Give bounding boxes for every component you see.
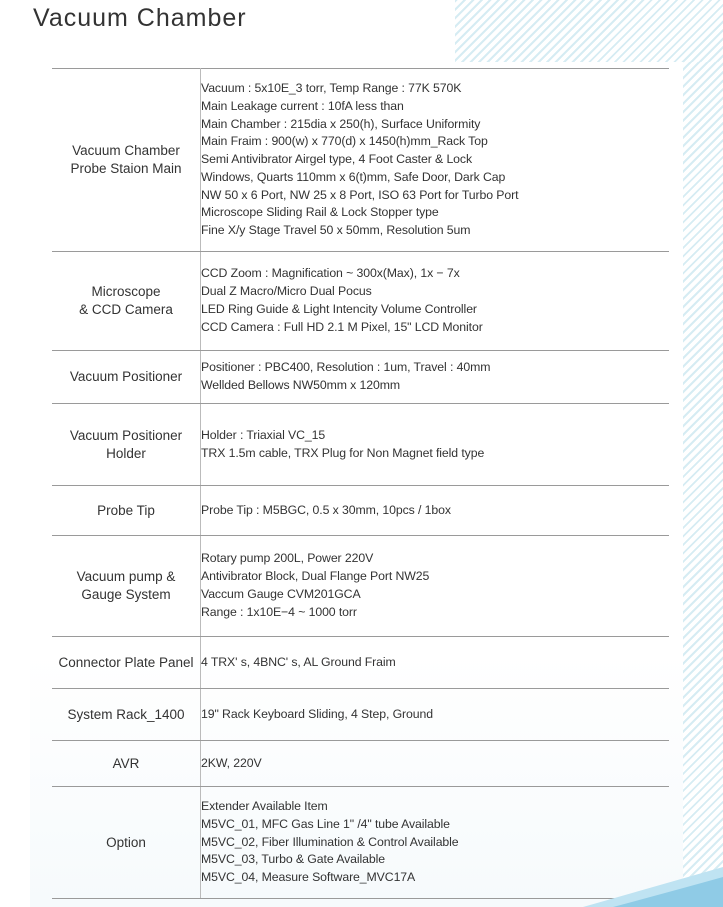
spec-description-line: CCD Camera : Full HD 2.1 M Pixel, 15" LCD Monitor <box>201 319 483 334</box>
spec-label-line: Vacuum Positioner <box>69 427 183 443</box>
spec-row <box>52 486 669 536</box>
spec-description-line: Vaccum Gauge CVM201GCA <box>201 587 361 601</box>
spec-label <box>52 404 201 486</box>
spec-label-line: Holder <box>106 445 146 461</box>
spec-description-line: Extender Available Item <box>201 799 328 813</box>
spec-row <box>52 252 669 351</box>
spec-label-line: Gauge System <box>81 587 171 602</box>
spec-description-line: M5VC_02, Fiber Illumination & Control Available <box>201 834 459 849</box>
spec-row <box>52 637 669 689</box>
spec-row <box>52 787 669 899</box>
spec-label-line: Vacuum Chamber <box>72 143 180 158</box>
spec-description-line: M5VC_01, MFC Gas Line 1" /4" tube Available <box>201 816 450 831</box>
spec-table <box>52 68 669 899</box>
spec-description-line: Main Leakage current : 10fA less than <box>201 98 404 113</box>
spec-description-line: 4 TRX' s, 4BNC' s, AL Ground Fraim <box>201 654 396 669</box>
spec-description-line: Main Chamber : 215dia x 250(h), Surface Uniformity <box>201 116 481 131</box>
spec-label <box>52 637 201 689</box>
spec-description <box>201 252 670 351</box>
spec-row <box>52 689 669 741</box>
spec-label-line: Probe Tip <box>97 502 155 518</box>
decorative-swoosh <box>583 867 723 907</box>
spec-row <box>52 69 669 252</box>
spec-description-line: Fine X/y Stage Travel 50 x 50mm, Resolution 5um <box>201 223 471 238</box>
page-title: Vacuum Chamber <box>33 4 247 32</box>
spec-label-line: Probe Staion Main <box>70 161 182 176</box>
spec-description-line: 19" Rack Keyboard Sliding, 4 Step, Ground <box>201 706 433 721</box>
spec-description <box>201 536 670 637</box>
spec-label <box>52 689 201 741</box>
spec-description-line: 2KW, 220V <box>201 755 262 770</box>
spec-row <box>52 351 669 404</box>
spec-description <box>201 486 670 536</box>
spec-description-line: Vacuum : 5x10E_3 torr, Temp Range : 77K 570K <box>201 80 462 95</box>
spec-label <box>52 252 201 351</box>
background-stripes-top <box>455 0 723 62</box>
spec-label-line: AVR <box>112 755 140 771</box>
spec-description-line: Microscope Sliding Rail & Lock Stopper type <box>201 205 439 220</box>
spec-description-line: Semi Antivibrator Airgel type, 4 Foot Caster & Lock <box>201 152 473 167</box>
spec-label <box>52 536 201 637</box>
spec-description-line: Holder : Triaxial VC_15 <box>201 427 326 442</box>
spec-label <box>52 787 201 899</box>
spec-description-line: M5VC_03, Turbo & Gate Available <box>201 852 385 867</box>
spec-description-line: NW 50 x 6 Port, NW 25 x 8 Port, ISO 63 Port for Turbo Port <box>201 187 519 202</box>
spec-description-line: Dual Z Macro/Micro Dual Pocus <box>201 284 372 299</box>
spec-description-line: CCD Zoom : Magnification ~ 300x(Max), 1x − 7x <box>201 266 460 281</box>
spec-description <box>201 351 670 404</box>
spec-label-line: System Rack_1400 <box>67 706 185 722</box>
spec-description-line: Probe Tip : M5BGC, 0.5 x 30mm, 10pcs / 1box <box>201 502 451 517</box>
spec-row <box>52 536 669 637</box>
spec-label <box>52 351 201 404</box>
spec-description <box>201 637 670 689</box>
spec-description-line: Antivibrator Block, Dual Flange Port NW25 <box>201 569 430 584</box>
spec-description-line: Wellded Bellows NW50mm x 120mm <box>201 378 401 392</box>
spec-description-line: Positioner : PBC400, Resolution : 1um, Travel : 40mm <box>201 360 491 375</box>
spec-label-line: & CCD Camera <box>79 302 173 317</box>
spec-label-line: Vacuum Positioner <box>69 369 183 384</box>
spec-row <box>52 404 669 486</box>
spec-label-line: Microscope <box>91 284 161 299</box>
spec-description-line: M5VC_04, Measure Software_MVC17A <box>201 870 416 885</box>
spec-label <box>52 69 201 252</box>
spec-description-line: Windows, Quarts 110mm x 6(t)mm, Safe Door, Dark Cap <box>201 169 506 184</box>
spec-label-line: Option <box>106 834 146 850</box>
spec-label-line: Connector Plate Panel <box>58 654 194 670</box>
spec-label-line: Vacuum pump & <box>76 569 176 584</box>
spec-description-line: Rotary pump 200L, Power 220V <box>201 551 374 566</box>
spec-description <box>201 69 670 252</box>
spec-label <box>52 486 201 536</box>
spec-description-line: TRX 1.5m cable, TRX Plug for Non Magnet field type <box>201 445 485 460</box>
spec-row <box>52 741 669 787</box>
spec-description <box>201 404 670 486</box>
spec-description <box>201 689 670 741</box>
spec-description-line: Main Fraim : 900(w) x 770(d) x 1450(h)mm_Rack Top <box>201 134 488 149</box>
spec-label <box>52 741 201 787</box>
spec-description-line: LED Ring Guide & Light Intencity Volume Controller <box>201 302 477 316</box>
spec-description-line: Range : 1x10E−4 ~ 1000 torr <box>201 604 357 619</box>
spec-description <box>201 741 670 787</box>
